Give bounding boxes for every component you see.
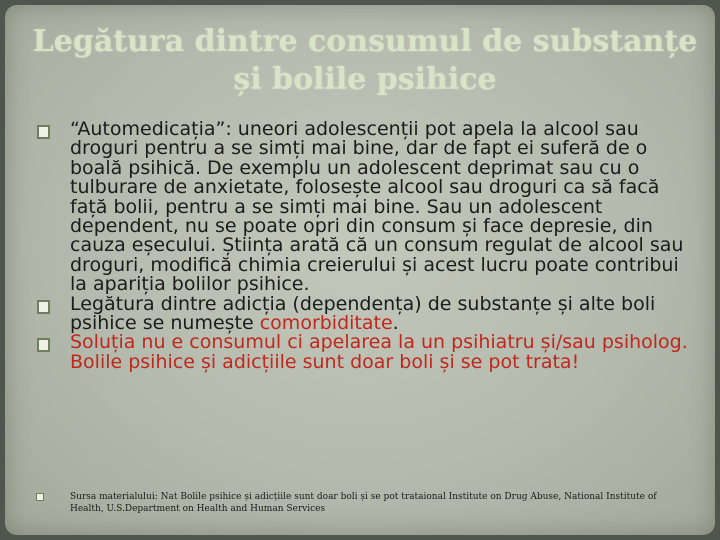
bullet-text: Legătura dintre adicția (dependența) de substanțe și alte boli psihice se numește xyxy=(70,292,656,335)
square-bullet-icon xyxy=(37,300,50,314)
title-line-2: și bolile psihice xyxy=(233,62,497,97)
bullet-automedicatie xyxy=(32,120,692,295)
slide-title xyxy=(25,23,705,99)
bullet-text: Soluția nu e consumul ci apelarea la un psihiatru și/sau psiholog. Bolile psihice și adicțiile sunt doar boli și se pot trata! xyxy=(70,331,688,373)
bullet-solutie xyxy=(32,333,692,372)
bullet-text: “Automedicația”: uneori adolescenții pot apela la alcool sau droguri pentru a se simți mai bine, dar de fapt ei suferă de o boală psihică. De exemplu un adolescent deprimat sau cu o tulburare de anxietate, folosește alcool sau droguri ca să facă față bolii, pentru a se simți mai bine. Sau un adolescent dependent, nu se poate opri din consum și face depresie, din cauza eșecului. Știința arată că un consum regulat de alcool sau droguri, modifică chimia creierului și acest lucru poate contribui la apariția bolilor psihice. xyxy=(70,118,684,296)
square-bullet-icon xyxy=(37,338,50,352)
square-bullet-icon xyxy=(37,125,50,139)
bullet-list xyxy=(32,120,692,372)
source-text: Sursa materialului: Nat Bolile psihice și adicțiile sunt doar boli și se pot trataional Institute on Drug Abuse, National Institute of Health, U.S.Department on Health and Human Services xyxy=(70,492,657,514)
slide xyxy=(5,5,715,535)
bullet-suffix: . xyxy=(392,312,399,335)
square-bullet-icon xyxy=(36,493,44,501)
bullet-comorbiditate xyxy=(32,292,692,335)
highlight-term: comorbiditate xyxy=(259,312,393,335)
title-line-1: Legătura dintre consumul de substanțe xyxy=(32,24,698,59)
source-note xyxy=(32,491,692,515)
